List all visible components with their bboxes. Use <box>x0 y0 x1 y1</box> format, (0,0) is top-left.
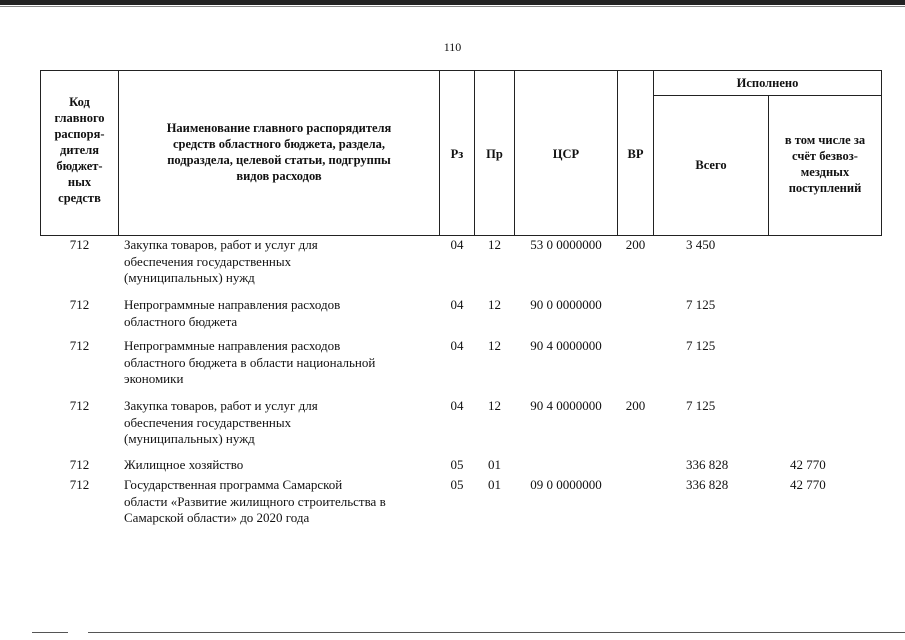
cell-total: 7 125 <box>686 338 716 353</box>
table-top-border <box>40 70 882 71</box>
header-total: Всего <box>695 158 727 172</box>
cell-incl: 42 770 <box>790 457 826 472</box>
header-bottom-border <box>40 235 882 236</box>
cell-name: Непрограммные направления расходов областного бюджета <box>124 297 341 329</box>
cell-rz: 04 <box>450 297 464 312</box>
cell-total: 3 450 <box>686 237 716 252</box>
cell-pr: 01 <box>488 457 501 472</box>
cell-vr: 200 <box>625 237 646 252</box>
cell-csr: 53 0 0000000 <box>530 237 602 252</box>
cell-code: 712 <box>69 398 90 413</box>
cell-name: Государственная программа Самарской области «Развитие жилищного строительства в Самарской области» до 2020 года <box>124 477 386 525</box>
bottom-edge-rule <box>88 632 905 633</box>
cell-pr: 12 <box>488 297 501 312</box>
cell-incl: 42 770 <box>790 477 826 492</box>
header-pr: Пр <box>486 147 503 161</box>
cell-pr: 12 <box>488 338 501 353</box>
cell-name: Жилищное хозяйство <box>124 457 244 472</box>
cell-total: 7 125 <box>686 297 716 312</box>
cell-total: 336 828 <box>686 477 729 492</box>
cell-name: Закупка товаров, работ и услуг для обеспечения государственных (муниципальных) нужд <box>124 398 318 446</box>
cell-pr: 12 <box>488 398 501 413</box>
cell-rz: 04 <box>450 338 464 353</box>
cell-code: 712 <box>69 338 90 353</box>
cell-name: Закупка товаров, работ и услуг для обеспечения государственных (муниципальных) нужд <box>124 237 318 285</box>
cell-csr: 90 0 0000000 <box>530 297 602 312</box>
header-csr: ЦСР <box>552 147 580 161</box>
header-incl: в том числе за счёт безвоз- мездных поступлений <box>784 133 866 195</box>
cell-csr: 90 4 0000000 <box>530 398 602 413</box>
cell-code: 712 <box>69 297 90 312</box>
cell-vr: 200 <box>625 398 646 413</box>
cell-code: 712 <box>69 457 90 472</box>
cell-pr: 01 <box>488 477 501 492</box>
header-code: Код главного распоря- дителя бюджет- ных средств <box>54 95 105 205</box>
cell-rz: 04 <box>450 398 464 413</box>
cell-csr: 90 4 0000000 <box>530 338 602 353</box>
header-executed: Исполнено <box>736 76 799 90</box>
cell-total: 7 125 <box>686 398 716 413</box>
header-vr: ВР <box>627 147 644 161</box>
cell-total: 336 828 <box>686 457 729 472</box>
col-border <box>881 70 882 235</box>
header-name: Наименование главного распорядителя средств областного бюджета, раздела, подраздела, целевой статьи, подгруппы видов расходов <box>166 121 392 183</box>
header-rz: Рз <box>450 147 464 161</box>
bottom-edge-rule <box>32 632 68 633</box>
cell-code: 712 <box>69 237 90 252</box>
cell-code: 712 <box>69 477 90 492</box>
cell-name: Непрограммные направления расходов областного бюджета в области национальной экономики <box>124 338 376 386</box>
cell-csr: 09 0 0000000 <box>530 477 602 492</box>
page-number: 110 <box>443 40 462 54</box>
col-border <box>653 70 654 235</box>
cell-rz: 05 <box>450 477 464 492</box>
cell-pr: 12 <box>488 237 501 252</box>
cell-rz: 05 <box>450 457 464 472</box>
cell-rz: 04 <box>450 237 464 252</box>
